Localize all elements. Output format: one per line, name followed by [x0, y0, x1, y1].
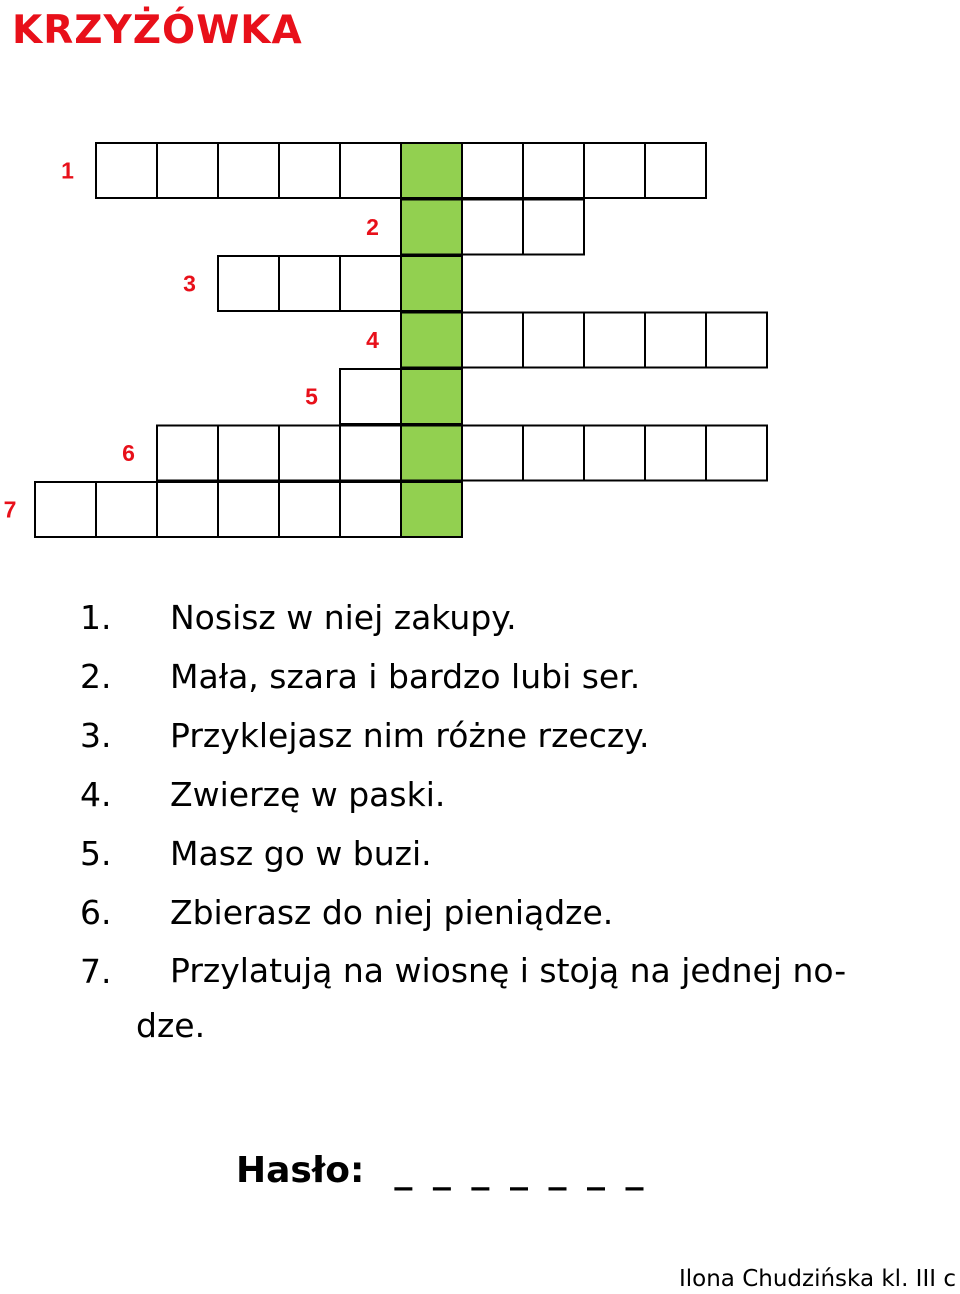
row-number: 6 — [122, 440, 135, 466]
key-cell[interactable] — [401, 200, 462, 255]
grid-cell[interactable] — [523, 426, 584, 481]
page-title: KRZYŻÓWKA — [12, 8, 303, 53]
clue-text: Mała, szara i bardzo lubi ser. — [170, 657, 641, 696]
row-number: 2 — [366, 214, 379, 240]
grid-cell[interactable] — [645, 143, 706, 198]
grid-cell[interactable] — [279, 256, 340, 311]
clue-item — [80, 588, 940, 647]
grid-cell[interactable] — [218, 426, 279, 481]
key-cell[interactable] — [401, 426, 462, 481]
grid-cell[interactable] — [340, 426, 401, 481]
grid-cell[interactable] — [218, 143, 279, 198]
grid-cell[interactable] — [462, 143, 523, 198]
clue-number: 4. — [80, 775, 112, 814]
row-number: 1 — [61, 157, 74, 184]
key-cell[interactable] — [401, 482, 462, 537]
grid-cell[interactable] — [462, 426, 523, 481]
row-number: 5 — [305, 383, 318, 410]
grid-cell[interactable] — [523, 143, 584, 198]
row-number: 4 — [366, 327, 379, 353]
grid-cell[interactable] — [645, 426, 706, 481]
grid-cell[interactable] — [340, 143, 401, 198]
grid-cell[interactable] — [279, 143, 340, 198]
answer-label: Hasło: — [236, 1150, 365, 1191]
grid-cell[interactable] — [96, 143, 157, 198]
key-cell[interactable] — [401, 256, 462, 311]
clue-item — [80, 883, 940, 942]
grid-cell[interactable] — [706, 313, 767, 368]
clue-text: Nosisz w niej zakupy. — [170, 598, 517, 637]
grid-cell[interactable] — [584, 313, 645, 368]
grid-cell[interactable] — [584, 143, 645, 198]
clue-number: 5. — [80, 834, 112, 873]
clue-text: Zwierzę w paski. — [170, 775, 446, 814]
grid-cell[interactable] — [96, 482, 157, 537]
clue-text: Masz go w buzi. — [170, 834, 432, 873]
grid-cell[interactable] — [340, 256, 401, 311]
grid-cell[interactable] — [157, 482, 218, 537]
row-number: 3 — [183, 270, 196, 297]
clue-item — [80, 824, 940, 883]
clue-text: Zbierasz do niej pieniądze. — [170, 893, 614, 932]
grid-cell[interactable] — [279, 426, 340, 481]
clue-number: 2. — [80, 657, 112, 696]
grid-cell[interactable] — [462, 313, 523, 368]
clue-item — [80, 942, 940, 1053]
author-credit: Ilona Chudzińska kl. III c — [678, 1266, 956, 1292]
grid-cell[interactable] — [157, 143, 218, 198]
grid-cell[interactable] — [706, 426, 767, 481]
key-cell[interactable] — [401, 143, 462, 198]
clue-list — [80, 588, 940, 1053]
grid-cell[interactable] — [523, 200, 584, 255]
grid-cell[interactable] — [340, 482, 401, 537]
clue-text: Przyklejasz nim różne rzeczy. — [170, 716, 650, 755]
grid-cell[interactable] — [279, 482, 340, 537]
clue-text-continuation: dze. — [136, 1006, 206, 1045]
clue-item — [80, 765, 940, 824]
grid-cell[interactable] — [645, 313, 706, 368]
grid-cell[interactable] — [462, 200, 523, 255]
clue-item — [80, 647, 940, 706]
answer-blanks[interactable]: _ _ _ _ _ _ _ — [394, 1150, 648, 1191]
clue-number: 7. — [80, 952, 112, 991]
clue-number: 1. — [80, 598, 112, 637]
grid-cell[interactable] — [340, 369, 401, 424]
grid-cell[interactable] — [584, 426, 645, 481]
clue-item — [80, 706, 940, 765]
row-number: 7 — [3, 496, 17, 523]
clue-text: Przylatują na wiosnę i stoją na jednej no- — [170, 951, 847, 990]
key-cell[interactable] — [401, 313, 462, 368]
answer-line — [236, 1150, 648, 1191]
grid-cell[interactable] — [218, 256, 279, 311]
grid-cell[interactable] — [35, 482, 96, 537]
clue-number: 6. — [80, 893, 112, 932]
grid-cell[interactable] — [218, 482, 279, 537]
clue-number: 3. — [80, 716, 112, 755]
key-cell[interactable] — [401, 369, 462, 424]
crossword-grid — [0, 0, 960, 560]
grid-cell[interactable] — [157, 426, 218, 481]
grid-cell[interactable] — [523, 313, 584, 368]
